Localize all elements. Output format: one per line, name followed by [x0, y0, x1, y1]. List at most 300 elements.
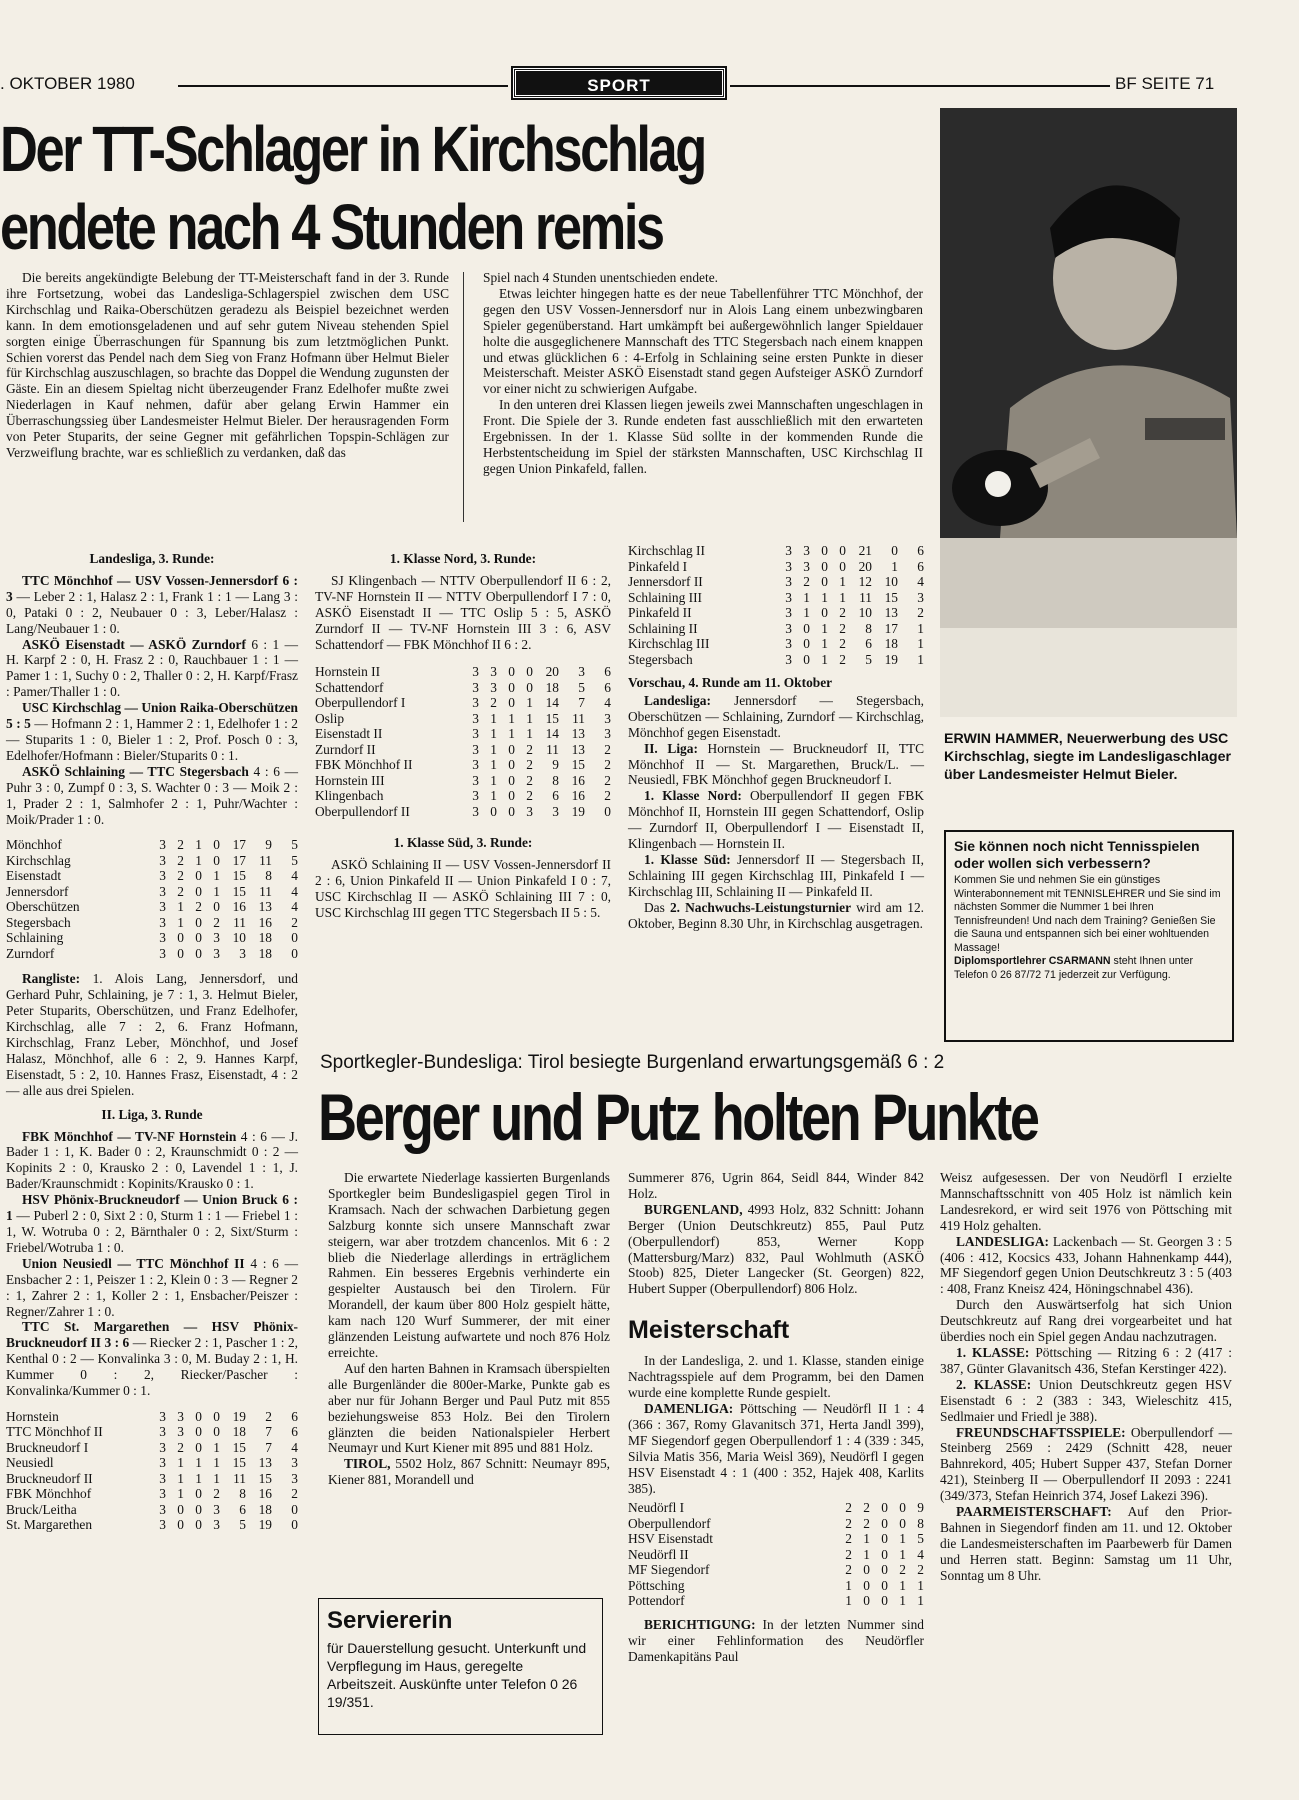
match-text: — Riecker 2 : 1, Pascher 1 : 2, Kenthal 0 : 2 — Konvalinka 3 : 0, M. Buday 2 : 1, H. Kummer 0 : 2, Riecker/Pascher : Konvalinka/Kummer 0 : 1. [6, 1335, 299, 1399]
kegel-label: 2. KLASSE: [956, 1376, 1032, 1392]
team-name: Stegersbach [628, 651, 693, 667]
stat-cell: 3 [526, 803, 533, 819]
stat-cell: 0 [863, 1562, 870, 1578]
table-row [628, 636, 924, 652]
table-row [6, 1471, 298, 1487]
stat-cell: 1 [177, 1455, 184, 1471]
section-label: SPORT [513, 68, 725, 98]
team-name: Pottendorf [628, 1593, 685, 1609]
liga2-table [6, 1409, 298, 1533]
stat-cell: 0 [508, 695, 515, 711]
stat-cell: 3 [472, 772, 479, 788]
stat-cell: 0 [881, 1593, 888, 1609]
stat-cell: 13 [258, 1455, 272, 1471]
team-name: Pinkafeld I [628, 558, 688, 574]
stat-cell: 16 [571, 788, 585, 804]
stat-cell: 5 [291, 837, 298, 853]
match-text: 4 : 6 — Ensbacher 2 : 1, Peiszer 1 : 2, Klein 0 : 3 — Regner 2 : 1, Zahrer 2 : 1, Koller 2 : 1, Ensbacher/Peiszer : Regner/Zahrer 1 : 0. [6, 1255, 298, 1319]
stat-cell: 1 [899, 1593, 906, 1609]
team-name: Hornstein III [315, 772, 385, 788]
team-name: Klingenbach [315, 788, 384, 804]
stat-cell: 4 [917, 1546, 924, 1562]
stat-cell: 0 [490, 803, 497, 819]
match-text: 4 : 6 — J. Bader 1 : 1, K. Bader 0 : 2, Kraunschmidt 0 : 2 — Kopinits 2 : 0, Krausko 2 : 0, Lavendel 1 : 1, J. Bader/Kraunschmidt : Kopinits/Krausko 0 : 1. [6, 1128, 298, 1192]
stat-cell: 15 [232, 1439, 246, 1455]
stat-cell: 0 [881, 1500, 888, 1516]
table-row [628, 1578, 924, 1594]
stat-cell: 5 [865, 651, 872, 667]
kegel-label: LANDESLIGA: [956, 1233, 1050, 1249]
stat-cell: 18 [258, 1501, 272, 1517]
team-name: FBK Mönchhof [6, 1486, 92, 1502]
stat-cell: 0 [508, 679, 515, 695]
stat-cell: 2 [526, 772, 533, 788]
team-name: Eisenstadt [6, 868, 62, 884]
stat-cell: 0 [177, 945, 184, 961]
kegel-label: FREUNDSCHAFTSSPIELE: [956, 1424, 1126, 1440]
results-left-column [6, 543, 298, 1533]
stat-cell: 3 [803, 543, 810, 558]
table-row [315, 711, 611, 727]
stat-cell: 11 [572, 710, 585, 726]
stat-cell: 1 [490, 741, 497, 757]
stat-cell: 10 [232, 930, 246, 946]
stat-cell: 2 [899, 1562, 906, 1578]
article2-col3 [940, 1170, 1232, 1584]
stat-cell: 3 [785, 574, 792, 589]
team-name: Schlaining III [628, 589, 703, 605]
stat-cell: 1 [917, 1593, 924, 1609]
match-head: TTC Mönchhof — USV Vossen-Jennersdorf 6 : 3 [6, 572, 298, 604]
table-row [628, 1593, 924, 1609]
table-row [6, 1486, 298, 1502]
stat-cell: 3 [785, 589, 792, 605]
stat-cell: 1 [839, 574, 846, 589]
stat-cell: 3 [239, 945, 246, 961]
stat-cell: 2 [490, 695, 497, 711]
table-row [6, 1517, 298, 1533]
stat-cell: 13 [884, 605, 898, 620]
damen-table [628, 1500, 924, 1609]
team-name: St. Margarethen [6, 1517, 93, 1533]
stat-cell: 3 [472, 695, 479, 711]
stat-cell: 0 [213, 852, 220, 868]
stat-cell: 2 [845, 1500, 852, 1516]
stat-cell: 0 [839, 543, 846, 558]
stat-cell: 3 [472, 664, 479, 680]
stat-cell: 3 [291, 1455, 298, 1471]
stat-cell: 0 [195, 914, 202, 930]
sued-title: 1. Klasse Süd, 3. Runde: [393, 835, 533, 851]
stat-cell: 2 [845, 1515, 852, 1531]
stat-cell: 16 [258, 1486, 272, 1502]
team-name: Hornstein II [315, 664, 381, 680]
stat-cell: 13 [258, 899, 272, 915]
stat-cell: 2 [177, 1439, 184, 1455]
stat-cell: 0 [195, 930, 202, 946]
team-name: Bruckneudorf II [6, 1470, 93, 1486]
table-row [6, 899, 298, 915]
stat-cell: 2 [845, 1562, 852, 1578]
team-name: Oberpullendorf [628, 1515, 711, 1531]
stat-cell: 1 [891, 558, 898, 574]
stat-cell: 3 [472, 710, 479, 726]
stat-cell: 2 [177, 868, 184, 884]
stat-cell: 3 [785, 605, 792, 620]
vorschau-text: Hornstein — Bruckneudorf II, TTC Mönchhof II — St. Margarethen, Bruck/L. — Neusiedl, FBK Mönchhof gegen Bruckneudorf I. [628, 740, 925, 788]
match-text: 6 : 1 — H. Karpf 2 : 0, H. Frasz 2 : 0, Rauchbauer 1 : 1 — Pamer 1 : 1, Suchy 0 : 2, Thaller 0 : 2, H. Karpf/Frasz : Pamer/Thaller 1 : 0. [6, 636, 298, 700]
stat-cell: 1 [177, 1486, 184, 1502]
table-tennis-player-image [940, 108, 1237, 717]
stat-cell: 0 [863, 1593, 870, 1609]
table-row [6, 1424, 298, 1440]
results-middle-column [315, 543, 611, 921]
stat-cell: 15 [884, 589, 898, 605]
results-right-column [628, 543, 924, 932]
stat-cell: 2 [265, 1408, 272, 1424]
stat-cell: 1 [213, 868, 220, 884]
match-text: — Hofmann 2 : 1, Hammer 2 : 1, Edelhofer 1 : 2 — Stuparits 1 : 0, Bieler 1 : 2, Prof. Posch 0 : 3, Edelhofer/Hofmann : Bieler/Stuparits 0 : 1. [6, 716, 299, 763]
stat-cell: 0 [291, 945, 298, 961]
stat-cell: 5 [578, 679, 585, 695]
stat-cell: 16 [232, 899, 246, 915]
stat-cell: 0 [899, 1500, 906, 1516]
stat-cell: 2 [917, 605, 924, 620]
landesliga-table [6, 837, 298, 961]
stat-cell: 3 [490, 679, 497, 695]
team-name: Schlaining II [628, 620, 698, 636]
stat-cell: 2 [604, 788, 611, 804]
stat-cell: 13 [571, 741, 585, 757]
stat-cell: 3 [472, 679, 479, 695]
vorschau-label: Landesliga: [644, 692, 711, 708]
table-row [6, 915, 298, 931]
team-name: Oberschützen [6, 899, 80, 915]
table-row [628, 590, 924, 606]
stat-cell: 3 [159, 1486, 166, 1502]
match-head: TTC St. Margarethen — HSV Phönix-Bruckneudorf II 3 : 6 [6, 1319, 298, 1351]
kegel-text: Pöttsching — Ritzing 6 : 2 (417 : 387, Günter Glavanitsch 436, Stefan Kerstinger 422). [940, 1344, 1232, 1376]
team-name: Kirchschlag II [628, 543, 705, 558]
stat-cell: 15 [232, 868, 246, 884]
stat-cell: 2 [803, 574, 810, 589]
stat-cell: 1 [490, 726, 497, 742]
article2-para: Auf den harten Bahnen in Kramsach überspielten alle Burgenländer die 800er-Marke, Punkte gab es aber nur für Johann Berger und Paul Putz mit 855 beziehungsweise 853 Holz. Bei den Tirolern glänzten die beiden Nationalspieler Herbert Neumayr und Kurt Kiener mit 895 und 881 Holz. [328, 1360, 610, 1456]
stat-cell: 3 [213, 1517, 220, 1533]
header-rule-right [730, 85, 1110, 87]
stat-cell: 0 [881, 1562, 888, 1578]
team-name: Mönchhof [6, 837, 62, 853]
stat-cell: 4 [291, 899, 298, 915]
table-row [315, 788, 611, 804]
table-row [6, 1502, 298, 1518]
stat-cell: 2 [213, 1486, 220, 1502]
vorschau-text: Jennersdorf II — Stegersbach II, Schlaining III gegen Kirchschlag III, Pinkafeld I — Kirchschlag III, Schlaining II — Pinkafeld II. [628, 851, 924, 899]
stat-cell: 2 [863, 1515, 870, 1531]
stat-cell: 3 [803, 558, 810, 574]
stat-cell: 3 [917, 589, 924, 605]
stat-cell: 19 [232, 1408, 246, 1424]
stat-cell: 3 [159, 883, 166, 899]
team-name: Jennersdorf [6, 883, 69, 899]
stat-cell: 1 [863, 1531, 870, 1547]
stat-cell: 3 [159, 868, 166, 884]
stat-cell: 3 [472, 788, 479, 804]
stat-cell: 3 [213, 1501, 220, 1517]
stat-cell: 18 [545, 679, 559, 695]
stat-cell: 15 [232, 883, 246, 899]
stat-cell: 0 [881, 1577, 888, 1593]
closing-text: Das [644, 899, 670, 915]
vorschau-label: 1. Klasse Nord: [644, 788, 742, 804]
kegel-result [940, 1377, 1232, 1425]
stat-cell: 0 [899, 1515, 906, 1531]
stat-cell: 0 [526, 664, 533, 680]
berichtigung-label: BERICHTIGUNG: [644, 1616, 756, 1632]
issue-date: . OKTOBER 1980 [0, 74, 135, 93]
stat-cell: 0 [803, 620, 810, 636]
stat-cell: 2 [839, 620, 846, 636]
stat-cell: 0 [508, 741, 515, 757]
stat-cell: 6 [604, 664, 611, 680]
damen-label: DAMENLIGA: [644, 1400, 734, 1416]
table-row [628, 1516, 924, 1532]
table-row [315, 804, 611, 820]
team-name: Oberpullendorf I [315, 695, 406, 711]
stat-cell: 21 [858, 543, 872, 558]
kegel-text: Auf den Prior-Bahnen in Siegendorf finden am 11. und 12. Oktober die Landesmeisterschaften im Paarbewerb für Damen und Herren statt. Beginn: Samstag um 11 Uhr, Sonntag um 8 Uhr. [940, 1504, 1232, 1583]
stat-cell: 20 [858, 558, 872, 574]
stat-cell: 3 [159, 945, 166, 961]
stat-cell: 0 [213, 1408, 220, 1424]
stat-cell: 1 [195, 1470, 202, 1486]
stat-cell: 16 [571, 772, 585, 788]
stat-cell: 4 [917, 574, 924, 589]
match-head: ASKÖ Schlaining — TTC Stegersbach [22, 763, 249, 779]
match-head: ASKÖ Eisenstadt — ASKÖ Zurndorf [22, 636, 246, 652]
team-name: FBK Mönchhof II [315, 757, 413, 773]
stat-cell: 3 [604, 710, 611, 726]
stat-cell: 0 [821, 605, 828, 620]
stat-cell: 14 [545, 695, 559, 711]
liga2-title: II. Liga, 3. Runde [101, 1106, 203, 1122]
stat-cell: 17 [232, 837, 246, 853]
article1-para: Die bereits angekündigte Belebung der TT-Meisterschaft fand in der 3. Runde ihre Fortsetzung, wobei das Landesliga-Schlagerspiel zwischen dem USC Kirchschlag und Raika-Oberschützen geradezu als Beispiel bezeichnet werden kann. In dem emotionsgeladenen und auf sehr gutem Niveau stehenden Spiel sorgten einige Überraschungen für Spannung bis zum letztmöglichen Punkt. Schien vorerst das Pendel nach dem Sieg von Franz Hofmann über Helmut Bieler für Kirchschlag auszuschlagen, so brachte das Doppel die Wendung zugunsten der Gäste. Ein an diesem Spieltag nicht überzeugender Franz Edelhofer mußte zwei Niederlagen in Kauf nehmen, dafür aber gelang Erwin Hammer ein Überraschungssieg über Landesmeister Helmut Bieler. Der herausragenden Form von Peter Stuparits, der seine Gegner mit gefährlichen Topspin-Schlägen zur Verzweiflung brachte, war es schließlich zu verdanken, daß das [6, 270, 449, 460]
article2-headline: Berger und Putz holten Punkte [318, 1080, 1038, 1154]
page-number: BF SEITE 71 [1115, 74, 1215, 93]
stat-cell: 11 [259, 852, 272, 868]
stat-cell: 18 [258, 945, 272, 961]
stat-cell: 1 [490, 710, 497, 726]
headline-line-2: endete nach 4 Stunden remis [0, 191, 663, 263]
table-row [6, 884, 298, 900]
match-head: FBK Mönchhof — TV-NF Hornstein [22, 1128, 237, 1144]
stat-cell: 3 [159, 930, 166, 946]
match-head: Union Neusiedl — TTC Mönchhof II [22, 1255, 245, 1271]
stat-cell: 1 [821, 589, 828, 605]
stat-cell: 11 [859, 589, 872, 605]
article2-para: Die erwartete Niederlage kassierten Burgenlands Sportkegler beim Bundesligaspiel gegen Tirol in Kramsach. Nach der schwachen Darbietung gegen Salzburg konnte sich unsere Mannschaft zwar steigern, war aber trotzdem chancenlos. Mit 6 : 2 blieb die Niederlage allerdings in erträglichem Rahmen. Ein besseres Ergebnis verhinderte ein gespielter Austausch bei den Tirolern. Für Morandell, der kaum über 800 Holz gespielt hätte, kam nach 120 Wurf Summerer, der mit einer glänzenden Leistung aufwartete und noch 876 Holz erreichte. [328, 1170, 610, 1360]
stat-cell: 8 [917, 1515, 924, 1531]
stat-cell: 3 [213, 930, 220, 946]
col3-items [940, 1234, 1232, 1584]
table-row [6, 837, 298, 853]
player-photo [940, 108, 1237, 717]
kegel-text: Lackenbach — St. Georgen 3 : 5 (406 : 412, Kocsics 433, Johann Hahnenkamp 444), MF Siegendorf gegen Union Deutschkreutz 3 : 5 (403 : 408, Franz Kneisz 424, Höningschnabel 436). [940, 1233, 1232, 1297]
stat-cell: 8 [865, 620, 872, 636]
service-ad-title: Serviererin [327, 1607, 453, 1634]
team-name: Zurndorf II [315, 741, 376, 757]
stat-cell: 0 [177, 930, 184, 946]
stat-cell: 6 [239, 1501, 246, 1517]
stat-cell: 3 [604, 726, 611, 742]
stat-cell: 9 [917, 1500, 924, 1516]
stat-cell: 1 [821, 636, 828, 651]
closing-bold: 2. Nachwuchs-Leistungsturnier [669, 899, 852, 915]
team-name: Kirchschlag III [628, 636, 710, 651]
vorschau-title: Vorschau, 4. Runde am 11. Oktober [628, 675, 833, 690]
meisterschaft-title: Meisterschaft [628, 1316, 790, 1345]
stat-cell: 12 [858, 574, 872, 589]
landesliga-title: Landesliga, 3. Runde: [89, 551, 215, 566]
stat-cell: 0 [821, 558, 828, 574]
stat-cell: 0 [213, 837, 220, 853]
stat-cell: 5 [239, 1517, 246, 1533]
table-row [315, 680, 611, 696]
table-row [628, 652, 924, 668]
stat-cell: 0 [839, 558, 846, 574]
article2-kicker: Sportkegler-Bundesliga: Tirol besiegte Burgenland erwartungsgemäß 6 : 2 [320, 1052, 945, 1073]
stat-cell: 8 [239, 1486, 246, 1502]
stat-cell: 1 [803, 605, 810, 620]
article1-para: In den unteren drei Klassen liegen jeweils zwei Mannschaften ungeschlagen in Front. Die Spiele der 3. Runde endeten fast ausschließlich mit den erwarteten Ergebnissen. In der 1. Klasse Süd sollte in der kommenden Runde die Herbstentscheidung im Spiel der stärksten Mannschaften, USC Kirchschlag II gegen Union Pinkafeld, fallen. [483, 397, 923, 476]
stat-cell: 17 [884, 620, 898, 636]
stat-cell: 10 [884, 574, 898, 589]
stat-cell: 0 [195, 883, 202, 899]
stat-cell: 3 [159, 1424, 166, 1440]
stat-cell: 1 [863, 1546, 870, 1562]
stat-cell: 2 [839, 651, 846, 667]
stat-cell: 1 [508, 710, 515, 726]
stat-cell: 2 [526, 741, 533, 757]
stat-cell: 3 [785, 636, 792, 651]
stat-cell: 20 [545, 664, 559, 680]
stat-cell: 1 [917, 651, 924, 667]
header-rule-left [178, 85, 508, 87]
kegel-result [940, 1234, 1232, 1298]
stat-cell: 1 [490, 772, 497, 788]
stat-cell: 0 [508, 803, 515, 819]
table-row [628, 543, 924, 559]
team-name: Bruck/Leitha [6, 1501, 77, 1517]
stat-cell: 2 [917, 1562, 924, 1578]
stat-cell: 2 [845, 1531, 852, 1547]
stat-cell: 3 [472, 757, 479, 773]
kegel-label: 1. KLASSE: [956, 1344, 1030, 1360]
stat-cell: 4 [604, 695, 611, 711]
team-name: Schlaining [6, 930, 64, 946]
stat-cell: 3 [177, 1408, 184, 1424]
stat-cell: 0 [891, 543, 898, 558]
stat-cell: 0 [195, 1486, 202, 1502]
stat-cell: 1 [899, 1577, 906, 1593]
table-row [628, 559, 924, 575]
stat-cell: 6 [552, 788, 559, 804]
stat-cell: 4 [291, 1439, 298, 1455]
damen-text: Pöttsching — Neudörfl II 1 : 4 (366 : 367, Romy Glavanitsch 371, Herta Jandl 399), MF Siegendorf gegen Oberpullendorf 1 : 4 (339 : 345, Silvia Matis 356, Maria Weisl 369), Neudörfl I gegen HSV Eisenstadt 4 : 1 (400 : 352, Hajek 408, Karlits 385). [628, 1400, 924, 1496]
stat-cell: 1 [803, 589, 810, 605]
stat-cell: 0 [195, 1424, 202, 1440]
nord-results: SJ Klingenbach — NTTV Oberpullendorf II 6 : 2, TV-NF Hornstein II — NTTV Oberpullendorf I 7 : 0, ASKÖ Eisenstadt II — TTC Oslip 5 : 5, ASKÖ Zurndorf II — TV-NF Hornstein III 3 : 6, ASV Schattendorf — FBK Mönchhof II 6 : 2. [315, 572, 611, 652]
match-text: — Puberl 2 : 0, Sixt 2 : 0, Sturm 1 : 1 — Friebel 1 : 1, W. Wotruba 0 : 2, Bärnthaler 0 : 2, Sixt/Sturm : Friebel/Wotruba 1 : 0. [6, 1208, 298, 1255]
stat-cell: 3 [552, 803, 559, 819]
match-head: USC Kirchschlag — Union Raika-Oberschützen 5 : 5 [6, 700, 298, 732]
table-row [315, 695, 611, 711]
table-row [6, 1455, 298, 1471]
match-text: 4 : 6 — Puhr 3 : 0, Zumpf 0 : 3, S. Wachter 0 : 3 — Moik 2 : 1, Prader 2 : 1, Salmhofer 2 : 1, Puhr/Wachter : Moik/Prader 1 : 0. [6, 763, 298, 827]
stat-cell: 2 [604, 741, 611, 757]
stat-cell: 1 [821, 620, 828, 636]
team-name: Zurndorf [6, 945, 55, 961]
stat-cell: 11 [259, 883, 272, 899]
tennis-ad [944, 830, 1234, 1042]
team-name: Schattendorf [315, 679, 384, 695]
article1-col2 [483, 270, 923, 477]
stat-cell: 13 [571, 726, 585, 742]
tennis-ad-contact: steht Ihnen unter Telefon 0 26 87/72 71 jederzeit zur Verfügung. [954, 955, 1194, 981]
stat-cell: 1 [845, 1593, 852, 1609]
stat-cell: 0 [881, 1515, 888, 1531]
stat-cell: 1 [839, 589, 846, 605]
stat-cell: 1 [899, 1546, 906, 1562]
stat-cell: 17 [232, 852, 246, 868]
stat-cell: 2 [839, 605, 846, 620]
team-name: Eisenstadt II [315, 726, 383, 742]
match-text: — Leber 2 : 1, Halasz 2 : 1, Frank 1 : 1 — Lang 3 : 0, Pataki 0 : 2, Neubauer 0 : 3, Leber/Halasz : Lang/Neubauer 1 : 0. [6, 588, 298, 636]
tennis-ad-title: Sie können noch nicht Tennisspielen oder wollen sich verbessern? [954, 838, 1200, 871]
stat-cell: 3 [472, 726, 479, 742]
table-row [6, 946, 298, 962]
stat-cell: 0 [213, 899, 220, 915]
stat-cell: 14 [545, 726, 559, 742]
stat-cell: 3 [159, 1455, 166, 1471]
rangliste-text: 1. Alois Lang, Jennersdorf, und Gerhard Puhr, Schlaining, je 7 : 1, 3. Helmut Bieler, Peter Stuparits, Oberschützen, und Franz Edelhofer, Kirchschlag, alle 7 : 2, 6. Franz Hofmann, Kirchschlag, Franz Leber, Mönchhof, und Josef Halasz, Mönchhof, alle 6 : 2, 9. Hannes Karpf, Eisenstadt, 5 : 2, 10. Hannes Frasz, Eisenstadt, 4 : 2 — alle aus drei Spielen. [6, 971, 298, 1098]
article1-para: Etwas leichter hingegen hatte es der neue Tabellenführer TTC Mönchhof, der gegen den USV Vossen-Jennersdorf nur in Alois Lang einem unbezwingbaren Spieler gegenüberstand. Hart umkämpft bei außergewöhnlich langer Spieldauer holte die ausgeglichenere Mannschaft des TTC Stegersbach nach einem knappen und etwas glücklichen 6 : 4-Erfolg in Schlaining seine ersten Punkte in dieser Meisterschaft. Meister ASKÖ Eisenstadt stand gegen Aufsteiger ASKÖ Zurndorf vor einer nicht zu schwierigen Aufgabe. [483, 285, 923, 397]
stat-cell: 1 [213, 1470, 220, 1486]
stat-cell: 3 [159, 1501, 166, 1517]
stat-cell: 0 [195, 1439, 202, 1455]
table-row [315, 773, 611, 789]
stat-cell: 1 [845, 1577, 852, 1593]
table-row [315, 726, 611, 742]
stat-cell: 0 [604, 803, 611, 819]
stat-cell: 0 [291, 1517, 298, 1533]
nord-title: 1. Klasse Nord, 3. Runde: [389, 551, 537, 566]
match-head: HSV Phönix-Bruckneudorf — Union Bruck 6 : 1 [6, 1192, 298, 1224]
stat-cell: 9 [265, 837, 272, 853]
stat-cell: 1 [195, 1455, 202, 1471]
team-name: Neusiedl [6, 1455, 54, 1471]
stat-cell: 1 [177, 1470, 184, 1486]
stat-cell: 10 [858, 605, 872, 620]
service-ad-body: für Dauerstellung gesucht. Unterkunft und Verpflegung im Haus, geregelte Arbeitszeit. Auskünfte unter Telefon 0 26 19/351. [327, 1640, 587, 1710]
table-row [6, 1440, 298, 1456]
stat-cell: 6 [291, 1408, 298, 1424]
stat-cell: 2 [213, 914, 220, 930]
stat-cell: 3 [785, 651, 792, 667]
team-name: Neudörfl II [628, 1546, 689, 1562]
stat-cell: 8 [552, 772, 559, 788]
